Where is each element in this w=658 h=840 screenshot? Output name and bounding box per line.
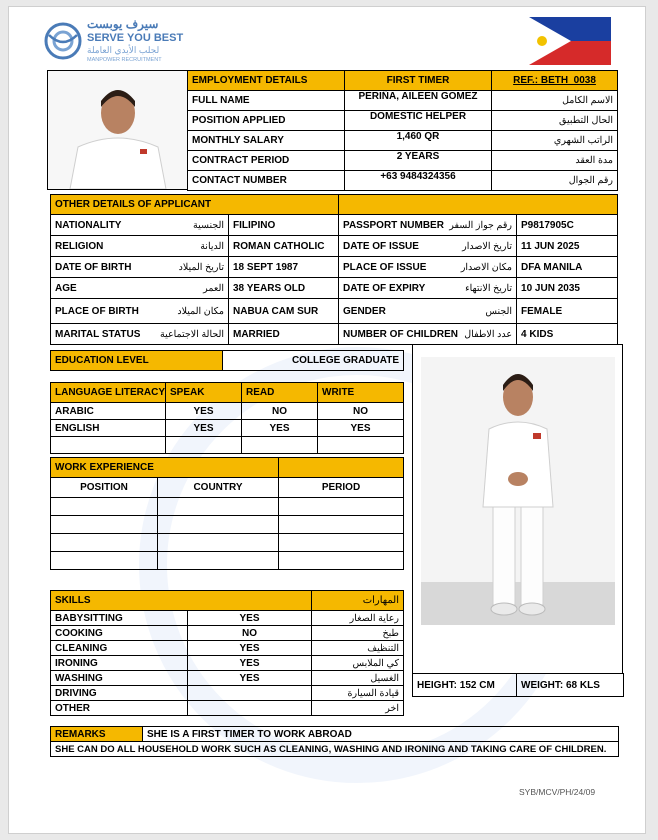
skill-value (188, 686, 312, 701)
detail-label-ar: الجنسية (193, 219, 224, 231)
language-cell: YES (242, 420, 318, 437)
field-label-arabic: الاسم الكامل (492, 91, 618, 111)
body-metrics-table (412, 673, 624, 697)
language-cell: NO (318, 403, 404, 420)
detail-label (51, 299, 229, 324)
skill-label: CLEANING (51, 641, 188, 656)
language-cell: ENGLISH (51, 420, 166, 437)
detail-value: ROMAN CATHOLIC (229, 236, 339, 257)
table-row (51, 215, 618, 236)
skill-label-arabic: الغسيل (312, 671, 404, 686)
detail-value: NABUA CAM SUR (229, 299, 339, 324)
height-value: HEIGHT: 152 CM (413, 674, 517, 697)
detail-label-en: PLACE OF BIRTH (55, 305, 139, 317)
language-cell: ARABIC (51, 403, 166, 420)
detail-label-en: GENDER (343, 305, 386, 317)
field-value: 2 YEARS (345, 151, 492, 171)
detail-label-en: AGE (55, 282, 77, 294)
detail-label-en: PASSPORT NUMBER (343, 219, 444, 231)
detail-label-en: DATE OF ISSUE (343, 240, 419, 252)
table-row (51, 516, 404, 534)
table-row (188, 151, 618, 171)
document-code: SYB/MCV/PH/24/09 (519, 787, 596, 797)
table-row (51, 701, 404, 716)
skills-header: SKILLS (51, 591, 312, 611)
detail-label-en: RELIGION (55, 240, 104, 252)
weight-value: WEIGHT: 68 KLS (517, 674, 624, 697)
table-row (51, 498, 404, 516)
skill-value: YES (188, 671, 312, 686)
detail-value: DFA MANILA (517, 257, 618, 278)
work-cell (51, 498, 158, 516)
table-row (51, 324, 618, 345)
skill-label: COOKING (51, 626, 188, 641)
table-row (51, 686, 404, 701)
skill-label: BABYSITTING (51, 611, 188, 626)
skill-label-arabic: قيادة السيارة (312, 686, 404, 701)
language-column-header: WRITE (318, 383, 404, 403)
language-column-header: SPEAK (166, 383, 242, 403)
table-row (51, 552, 404, 570)
detail-label (339, 236, 517, 257)
field-value: 1,460 QR (345, 131, 492, 151)
other-details-header: OTHER DETAILS OF APPLICANT (51, 195, 339, 215)
detail-label-ar: رقم جواز السفر (449, 219, 513, 231)
work-cell (279, 516, 404, 534)
field-value: DOMESTIC HELPER (345, 111, 492, 131)
skill-label-arabic: طبخ (312, 626, 404, 641)
skills-table (50, 590, 404, 716)
reference-number: REF.: BETH_0038 (492, 71, 618, 91)
logo-sub: MANPOWER RECRUITMENT (87, 57, 162, 63)
other-details-header-fill (339, 195, 618, 215)
table-row (51, 641, 404, 656)
table-row (51, 257, 618, 278)
skill-label-arabic: اخر (312, 701, 404, 716)
work-cell (158, 552, 279, 570)
detail-value: 38 YEARS OLD (229, 278, 339, 299)
language-cell (166, 437, 242, 454)
detail-label-en: DATE OF EXPIRY (343, 282, 426, 294)
logo-arabic-sub: لجلب الأيدي العاملة (87, 45, 160, 55)
detail-label (51, 278, 229, 299)
other-details-table (50, 194, 618, 345)
company-logo (43, 17, 193, 67)
work-cell (158, 516, 279, 534)
employment-details-table (187, 70, 618, 191)
detail-value: FILIPINO (229, 215, 339, 236)
table-row (51, 437, 404, 454)
detail-label-ar: الجنس (485, 305, 513, 317)
language-cell (51, 437, 166, 454)
table-row (51, 420, 404, 437)
remarks-line-1: SHE IS A FIRST TIMER TO WORK ABROAD (143, 727, 619, 742)
skill-label: IRONING (51, 656, 188, 671)
detail-label-en: DATE OF BIRTH (55, 261, 132, 273)
table-row (51, 403, 404, 420)
logo-emblem-icon (43, 21, 83, 61)
work-cell (279, 498, 404, 516)
skill-value: YES (188, 641, 312, 656)
detail-value: 18 SEPT 1987 (229, 257, 339, 278)
work-experience-header: WORK EXPERIENCE (51, 458, 279, 478)
field-label: MONTHLY SALARY (188, 131, 345, 151)
table-row (188, 171, 618, 191)
work-cell (158, 498, 279, 516)
detail-value: MARRIED (229, 324, 339, 345)
language-cell: NO (242, 403, 318, 420)
table-row (51, 299, 618, 324)
detail-label (51, 215, 229, 236)
detail-label (51, 236, 229, 257)
detail-label (51, 324, 229, 345)
logo-arabic: سيرف يوبست (87, 17, 159, 31)
remarks-label: REMARKS (51, 727, 143, 742)
language-table (50, 382, 404, 454)
language-cell: YES (166, 403, 242, 420)
detail-value: 11 JUN 2025 (517, 236, 618, 257)
field-label: CONTACT NUMBER (188, 171, 345, 191)
remarks-line-2: SHE CAN DO ALL HOUSEHOLD WORK SUCH AS CLEANING, WASHING AND IRONING AND TAKING CARE OF CHILDREN. (51, 742, 619, 757)
skill-value: YES (188, 656, 312, 671)
skill-label: DRIVING (51, 686, 188, 701)
work-cell (158, 534, 279, 552)
detail-label (339, 299, 517, 324)
work-cell (279, 552, 404, 570)
language-column-header: READ (242, 383, 318, 403)
skill-label-arabic: رعاية الصغار (312, 611, 404, 626)
detail-label-en: NATIONALITY (55, 219, 122, 231)
detail-label (339, 324, 517, 345)
work-cell (51, 552, 158, 570)
full-body-photo-frame (412, 344, 623, 674)
table-row (188, 91, 618, 111)
skill-value: YES (188, 611, 312, 626)
field-label: CONTRACT PERIOD (188, 151, 345, 171)
detail-value: 4 KIDS (517, 324, 618, 345)
field-label-arabic: مدة العقد (492, 151, 618, 171)
skill-value (188, 701, 312, 716)
table-row (51, 671, 404, 686)
table-row (51, 611, 404, 626)
applicant-full-body-icon (421, 357, 615, 625)
education-label: EDUCATION LEVEL (51, 351, 223, 371)
work-experience-table (50, 457, 404, 570)
detail-label-en: NUMBER OF CHILDREN (343, 328, 459, 340)
detail-label-ar: تاريخ الاصدار (462, 240, 513, 252)
skill-label: WASHING (51, 671, 188, 686)
detail-label-ar: الحالة الاجتماعية (160, 328, 224, 340)
field-label-arabic: رقم الجوال (492, 171, 618, 191)
table-row (51, 626, 404, 641)
cv-page (8, 6, 646, 834)
applicant-portrait (47, 70, 188, 190)
table-row (51, 236, 618, 257)
work-experience-header-fill (279, 458, 404, 478)
detail-label-en: MARITAL STATUS (55, 328, 141, 340)
skill-value: NO (188, 626, 312, 641)
detail-label (339, 257, 517, 278)
remarks-table (50, 726, 619, 757)
field-label: POSITION APPLIED (188, 111, 345, 131)
work-column-header: COUNTRY (158, 478, 279, 498)
work-column-header: POSITION (51, 478, 158, 498)
applicant-portrait-icon (48, 71, 187, 189)
language-cell: YES (318, 420, 404, 437)
table-row (51, 656, 404, 671)
detail-label-ar: عدد الاطفال (464, 328, 513, 340)
detail-label (51, 257, 229, 278)
work-cell (51, 516, 158, 534)
language-column-header: LANGUAGE LITERACY (51, 383, 166, 403)
detail-label-ar: مكان الميلاد (177, 305, 224, 317)
education-table (50, 350, 404, 371)
detail-value: P9817905C (517, 215, 618, 236)
detail-label-en: PLACE OF ISSUE (343, 261, 427, 273)
language-cell (242, 437, 318, 454)
table-row (51, 534, 404, 552)
field-value: +63 9484324356 (345, 171, 492, 191)
skills-header-arabic: المهارات (312, 591, 404, 611)
detail-label-ar: العمر (203, 282, 224, 294)
employment-header: EMPLOYMENT DETAILS (188, 71, 345, 91)
skill-label: OTHER (51, 701, 188, 716)
detail-label-ar: تاريخ الميلاد (178, 261, 224, 273)
skill-label-arabic: كي الملابس (312, 656, 404, 671)
education-value: COLLEGE GRADUATE (223, 351, 404, 371)
detail-label-ar: مكان الاصدار (460, 261, 513, 273)
language-cell (318, 437, 404, 454)
detail-value: 10 JUN 2035 (517, 278, 618, 299)
work-column-header: PERIOD (279, 478, 404, 498)
language-cell: YES (166, 420, 242, 437)
philippines-flag-icon (529, 17, 611, 65)
skill-label-arabic: التنظيف (312, 641, 404, 656)
table-row (51, 278, 618, 299)
detail-value: FEMALE (517, 299, 618, 324)
work-cell (51, 534, 158, 552)
detail-label-ar: تاريخ الانتهاء (465, 282, 513, 294)
field-label-arabic: الحال التطبيق (492, 111, 618, 131)
table-row (188, 111, 618, 131)
detail-label-ar: الديانة (200, 240, 224, 252)
applicant-full-body-photo (421, 357, 615, 625)
field-label-arabic: الراتب الشهري (492, 131, 618, 151)
field-value: PERIÑA, AILEEN GOMEZ (345, 91, 492, 111)
detail-label (339, 215, 517, 236)
field-label: FULL NAME (188, 91, 345, 111)
status-label: FIRST TIMER (345, 71, 492, 91)
logo-name: SERVE YOU BEST (87, 32, 184, 44)
detail-label (339, 278, 517, 299)
table-row (188, 131, 618, 151)
work-cell (279, 534, 404, 552)
